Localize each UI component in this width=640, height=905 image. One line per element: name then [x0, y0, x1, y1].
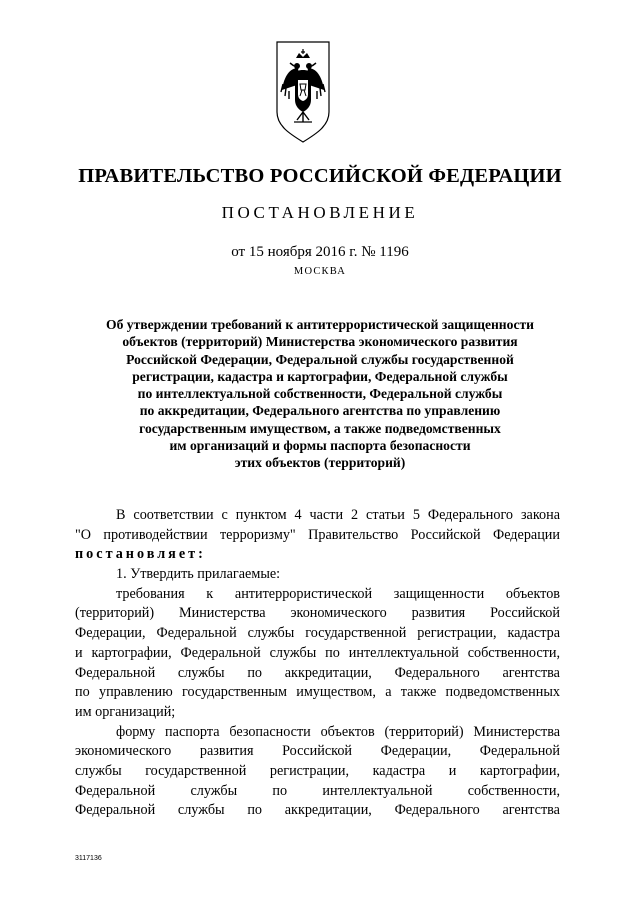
- heading-line: по аккредитации, Федерального агентства по управлению: [139, 403, 501, 419]
- body-line: форму паспорта безопасности объектов (территорий) Министерства: [116, 723, 560, 740]
- body-line: службы государственной регистрации, кадастра и картографии,: [75, 762, 560, 779]
- body-line: по управлению государственным имуществом, а также подведомственных: [75, 684, 560, 701]
- body-line: и картографии, Федеральной службы по интеллектуальной собственности,: [75, 644, 560, 661]
- document-heading: [0, 316, 640, 472]
- heading-line: им организаций и формы паспорта безопасности: [169, 438, 471, 454]
- resolves-word: постановляет:: [75, 546, 206, 563]
- body-line: В соответствии с пунктом 4 части 2 статьи 5 Федерального закона: [116, 507, 560, 523]
- body-line: Федеральной службы по интеллектуальной собственности,: [75, 782, 560, 799]
- heading-line: государственным имуществом, а также подведомственных: [139, 420, 501, 436]
- body-line: Федерации, Федеральной службы государственной регистрации, кадастра: [75, 625, 560, 642]
- body-line: им организаций;: [75, 703, 176, 720]
- document-city: МОСКВА: [293, 266, 347, 277]
- body-line: (территорий) Министерства экономического развития Российской: [75, 605, 560, 622]
- heading-line: этих объектов (территорий): [234, 455, 406, 471]
- document-body: [75, 506, 560, 821]
- body-line: экономического развития Российской Федерации, Федеральной: [75, 743, 560, 760]
- government-title: ПРАВИТЕЛЬСТВО РОССИЙСКОЙ ФЕДЕРАЦИИ: [78, 165, 562, 187]
- document-code: 3117136: [75, 855, 102, 862]
- body-line: "О противодействии терроризму" Правительство Российской Федерации: [75, 526, 560, 543]
- body-line: Федеральной службы по аккредитации, Федерального агентства: [75, 664, 560, 681]
- item-1: 1. Утвердить прилагаемые:: [116, 566, 281, 583]
- coat-of-arms-icon: [274, 38, 332, 146]
- heading-line: регистрации, кадастра и картографии, Федеральной службы: [132, 368, 508, 384]
- heading-line: объектов (территорий) Министерства экономического развития: [122, 334, 518, 350]
- heading-line: по интеллектуальной собственности, Федеральной службы: [137, 386, 503, 402]
- body-line: Федеральной службы по аккредитации, Федерального агентства: [75, 802, 560, 819]
- document-date-number: от 15 ноября 2016 г. № 1196: [231, 244, 409, 260]
- heading-line: Об утверждении требований к антитеррористической защищенности: [106, 317, 534, 332]
- document-type: ПОСТАНОВЛЕНИЕ: [221, 203, 419, 222]
- heading-line: Российской Федерации, Федеральной службы государственной: [126, 351, 514, 367]
- body-line: требования к антитеррористической защищенности объектов: [116, 585, 560, 602]
